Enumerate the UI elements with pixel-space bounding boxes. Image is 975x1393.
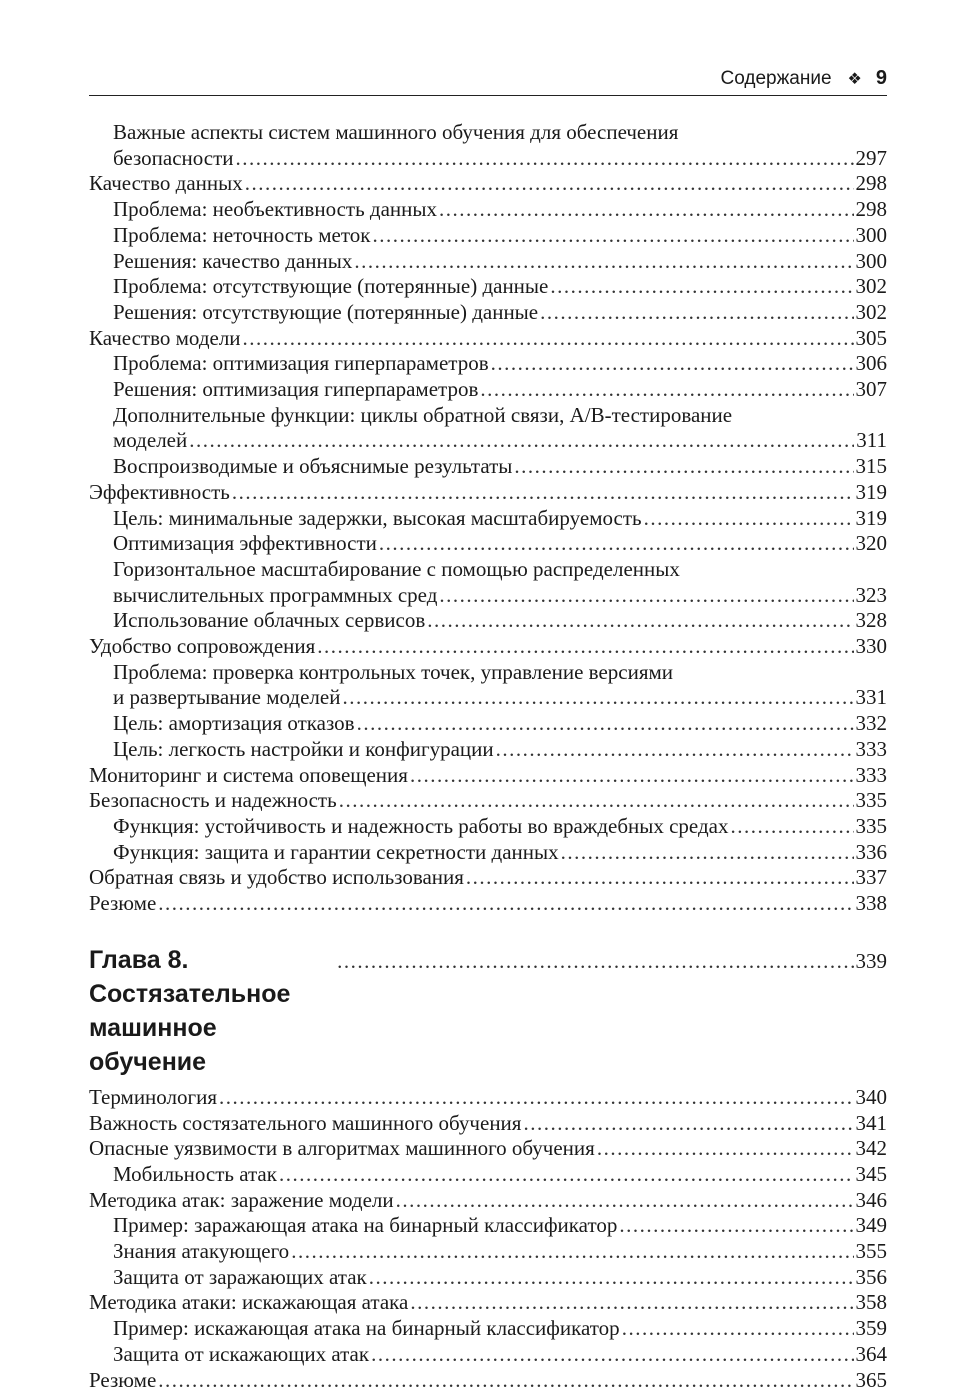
toc-entry[interactable] bbox=[89, 1342, 887, 1368]
toc-entry-title: Защита от заражающих атак bbox=[113, 1264, 367, 1289]
toc-entry[interactable] bbox=[89, 711, 887, 737]
toc-entry-row bbox=[89, 480, 887, 506]
dot-leader bbox=[514, 454, 853, 480]
toc-entry-page: 338 bbox=[855, 891, 887, 916]
dot-leader bbox=[550, 274, 853, 300]
toc-entry-row bbox=[113, 274, 887, 300]
toc-entry-title: Резюме bbox=[89, 1367, 157, 1392]
toc-entry-title: и развертывание моделей bbox=[113, 685, 341, 710]
dot-leader bbox=[561, 840, 854, 866]
toc-entry-row bbox=[113, 1342, 887, 1368]
toc-entry-title: Использование облачных сервисов bbox=[113, 608, 426, 633]
toc-entry-row bbox=[89, 1111, 887, 1137]
dot-leader bbox=[396, 1188, 854, 1214]
toc-entry-title-line1: Проблема: проверка контрольных точек, управление версиями bbox=[113, 659, 674, 684]
toc-entry-page: 356 bbox=[855, 1264, 887, 1289]
dot-leader bbox=[379, 531, 854, 557]
toc-entry-page: 364 bbox=[855, 1341, 887, 1366]
toc-entry-row bbox=[113, 197, 887, 223]
dot-leader bbox=[339, 788, 854, 814]
toc-entry-page: 333 bbox=[855, 762, 887, 787]
toc-entry[interactable] bbox=[89, 1316, 887, 1342]
toc-entry-page: 300 bbox=[855, 222, 887, 247]
toc-entry-title: Качество модели bbox=[89, 325, 241, 350]
toc-entry-title: Мобильность атак bbox=[113, 1161, 277, 1186]
toc-entry[interactable] bbox=[89, 326, 887, 352]
toc-entry-title: Удобство сопровождения bbox=[89, 634, 316, 659]
toc-entry-page: 330 bbox=[855, 634, 887, 659]
toc-entry-row bbox=[113, 377, 887, 403]
diamond-icon: ❖ bbox=[847, 70, 862, 88]
toc-entry-row bbox=[113, 1316, 887, 1342]
toc-entry[interactable] bbox=[89, 634, 887, 660]
dot-leader bbox=[480, 377, 853, 403]
toc-entry-title: Цель: легкость настройки и конфигурации bbox=[113, 736, 494, 761]
dot-leader bbox=[232, 480, 854, 506]
toc-entry[interactable] bbox=[89, 531, 887, 557]
toc-entry-page: 319 bbox=[855, 479, 887, 504]
toc-entry-title: Проблема: оптимизация гиперпараметров bbox=[113, 351, 489, 376]
toc-entry-row bbox=[113, 428, 887, 454]
toc-entry-title: Проблема: отсутствующие (потерянные) данные bbox=[113, 274, 549, 299]
toc-entry-page: 302 bbox=[855, 274, 887, 299]
toc-entry-page: 349 bbox=[855, 1213, 887, 1238]
toc-entry-page: 335 bbox=[855, 788, 887, 813]
toc-entry-title: моделей bbox=[113, 428, 188, 453]
dot-leader bbox=[372, 223, 853, 249]
dot-leader bbox=[496, 737, 854, 763]
toc-entry-page: 341 bbox=[855, 1110, 887, 1135]
dot-leader bbox=[619, 1213, 853, 1239]
toc-section-chapter7 bbox=[89, 120, 887, 917]
toc-entry-row bbox=[113, 223, 887, 249]
toc-entry-page: 305 bbox=[855, 325, 887, 350]
toc-entry-row bbox=[113, 454, 887, 480]
toc-entry[interactable] bbox=[89, 1213, 887, 1239]
dot-leader bbox=[357, 711, 854, 737]
toc-entry-row bbox=[89, 171, 887, 197]
toc-entry[interactable] bbox=[89, 1368, 887, 1393]
toc-entry-page: 307 bbox=[855, 377, 887, 402]
toc-entry[interactable] bbox=[89, 480, 887, 506]
toc-entry[interactable] bbox=[89, 788, 887, 814]
toc-entry-title: Проблема: необъективность данных bbox=[113, 197, 438, 222]
toc-entry-title: Качество данных bbox=[89, 171, 243, 196]
dot-leader bbox=[439, 197, 853, 223]
dot-leader bbox=[491, 351, 854, 377]
toc-entry-page: 298 bbox=[855, 171, 887, 196]
table-of-contents bbox=[89, 120, 887, 1393]
toc-entry-row bbox=[113, 146, 887, 172]
toc-entry-title: Решения: отсутствующие (потерянные) данные bbox=[113, 299, 539, 324]
toc-entry-row bbox=[89, 1085, 887, 1111]
toc-entry[interactable] bbox=[89, 1188, 887, 1214]
toc-entry-row bbox=[113, 737, 887, 763]
toc-entry[interactable] bbox=[89, 608, 887, 634]
toc-entry-row bbox=[89, 1290, 887, 1316]
toc-entry[interactable] bbox=[89, 351, 887, 377]
toc-entry[interactable] bbox=[89, 377, 887, 403]
toc-entry-title: Защита от искажающих атак bbox=[113, 1341, 370, 1366]
toc-entry-row bbox=[113, 1213, 887, 1239]
toc-entry-title: Мониторинг и система оповещения bbox=[89, 762, 408, 787]
dot-leader bbox=[158, 1368, 853, 1393]
dot-leader bbox=[342, 685, 853, 711]
toc-entry-row bbox=[89, 634, 887, 660]
toc-entry-page: 342 bbox=[855, 1136, 887, 1161]
toc-entry[interactable] bbox=[89, 300, 887, 326]
toc-entry-page: 346 bbox=[855, 1187, 887, 1212]
toc-entry-row bbox=[113, 1265, 887, 1291]
dot-leader bbox=[219, 1085, 853, 1111]
toc-entry[interactable] bbox=[89, 1162, 887, 1188]
dot-leader bbox=[622, 1316, 854, 1342]
dot-leader bbox=[427, 608, 853, 634]
toc-entry-row bbox=[89, 1188, 887, 1214]
toc-entry[interactable] bbox=[89, 1111, 887, 1137]
dot-leader bbox=[371, 1342, 853, 1368]
toc-entry-title: Цель: минимальные задержки, высокая масштабируемость bbox=[113, 505, 642, 530]
toc-entry-page: 358 bbox=[855, 1290, 887, 1315]
toc-entry[interactable] bbox=[89, 274, 887, 300]
toc-entry[interactable] bbox=[89, 120, 887, 171]
toc-entry-title: Опасные уязвимости в алгоритмах машинного обучения bbox=[89, 1136, 595, 1161]
dot-leader bbox=[439, 583, 853, 609]
toc-entry-title: Методика атаки: искажающая атака bbox=[89, 1290, 409, 1315]
dot-leader bbox=[245, 171, 854, 197]
toc-entry-row bbox=[113, 583, 887, 609]
toc-entry-row bbox=[113, 300, 887, 326]
toc-entry[interactable] bbox=[89, 660, 887, 711]
toc-entry-title: Оптимизация эффективности bbox=[113, 531, 377, 556]
toc-entry-row bbox=[113, 840, 887, 866]
toc-entry-page: 298 bbox=[855, 197, 887, 222]
toc-entry[interactable] bbox=[89, 223, 887, 249]
toc-entry[interactable] bbox=[89, 865, 887, 891]
dot-leader bbox=[410, 1290, 853, 1316]
toc-entry-title: Пример: заражающая атака на бинарный классификатор bbox=[113, 1213, 618, 1238]
dot-leader bbox=[279, 1162, 854, 1188]
toc-entry-title: Цель: амортизация отказов bbox=[113, 711, 355, 736]
toc-entry-title: Решения: качество данных bbox=[113, 248, 353, 273]
toc-entry[interactable] bbox=[89, 403, 887, 454]
toc-entry-page: 340 bbox=[855, 1084, 887, 1109]
toc-entry-page: 331 bbox=[855, 685, 887, 710]
toc-entry-title-line1: Горизонтальное масштабирование с помощью распределенных bbox=[113, 556, 680, 581]
chapter-heading[interactable] bbox=[89, 943, 887, 1079]
toc-entry-page: 315 bbox=[855, 454, 887, 479]
toc-entry-row bbox=[113, 711, 887, 737]
toc-entry-title: Проблема: неточность меток bbox=[113, 222, 371, 247]
toc-entry-row bbox=[113, 814, 887, 840]
toc-section-chapter8 bbox=[89, 1085, 887, 1393]
toc-entry-row bbox=[113, 506, 887, 532]
dot-leader bbox=[523, 1111, 853, 1137]
toc-entry[interactable] bbox=[89, 1136, 887, 1162]
toc-entry-title: Важность состязательного машинного обучения bbox=[89, 1110, 522, 1135]
toc-entry-row bbox=[89, 788, 887, 814]
dot-leader bbox=[291, 1239, 853, 1265]
toc-entry-title: Эффективность bbox=[89, 479, 230, 504]
toc-entry[interactable] bbox=[89, 763, 887, 789]
toc-entry[interactable] bbox=[89, 197, 887, 223]
toc-entry-title: Функция: защита и гарантии секретности данных bbox=[113, 839, 559, 864]
dot-leader bbox=[730, 814, 853, 840]
toc-entry-page: 300 bbox=[855, 248, 887, 273]
toc-entry-row bbox=[89, 1368, 887, 1393]
toc-entry-title: безопасности bbox=[113, 145, 234, 170]
toc-entry-page: 328 bbox=[855, 608, 887, 633]
toc-entry-page: 332 bbox=[855, 711, 887, 736]
toc-entry-page: 323 bbox=[855, 582, 887, 607]
dot-leader bbox=[597, 1136, 854, 1162]
toc-entry-title: Методика атак: заражение модели bbox=[89, 1187, 394, 1212]
dot-leader bbox=[369, 1265, 854, 1291]
toc-entry-row bbox=[113, 1239, 887, 1265]
toc-entry-page: 311 bbox=[856, 428, 887, 453]
toc-entry-row bbox=[89, 865, 887, 891]
dot-leader bbox=[644, 506, 854, 532]
toc-entry-page: 335 bbox=[855, 813, 887, 838]
dot-leader bbox=[354, 249, 853, 275]
section-title: Содержание bbox=[720, 67, 832, 89]
dot-leader bbox=[236, 146, 854, 172]
toc-entry-page: 297 bbox=[855, 145, 887, 170]
toc-entry[interactable] bbox=[89, 249, 887, 275]
toc-entry[interactable] bbox=[89, 171, 887, 197]
dot-leader bbox=[410, 763, 854, 789]
toc-entry[interactable] bbox=[89, 814, 887, 840]
toc-entry[interactable] bbox=[89, 557, 887, 608]
toc-entry[interactable] bbox=[89, 1239, 887, 1265]
toc-entry-row bbox=[113, 1162, 887, 1188]
dot-leader bbox=[189, 428, 854, 454]
toc-entry-row bbox=[113, 685, 887, 711]
dot-leader bbox=[466, 865, 854, 891]
toc-entry-page: 306 bbox=[855, 351, 887, 376]
toc-entry-title: Безопасность и надежность bbox=[89, 788, 337, 813]
toc-entry[interactable] bbox=[89, 506, 887, 532]
toc-entry-page: 302 bbox=[855, 299, 887, 324]
toc-entry-row bbox=[113, 531, 887, 557]
dot-leader bbox=[540, 300, 853, 326]
toc-entry-row bbox=[89, 326, 887, 352]
toc-entry-page: 345 bbox=[855, 1161, 887, 1186]
toc-entry[interactable] bbox=[89, 840, 887, 866]
toc-entry-title: Знания атакующего bbox=[113, 1239, 290, 1264]
toc-entry-row bbox=[89, 763, 887, 789]
toc-entry-title-line1: Важные аспекты систем машинного обучения для обеспечения bbox=[113, 120, 679, 144]
running-header bbox=[89, 64, 887, 96]
toc-entry-title: Функция: устойчивость и надежность работы во враждебных средах bbox=[113, 813, 729, 838]
toc-entry-page: 359 bbox=[855, 1316, 887, 1341]
toc-entry-title: Обратная связь и удобство использования bbox=[89, 865, 464, 890]
toc-entry[interactable] bbox=[89, 1265, 887, 1291]
toc-entry-page: 333 bbox=[855, 736, 887, 761]
toc-entry-row bbox=[89, 1136, 887, 1162]
toc-entry-title: Резюме bbox=[89, 891, 157, 916]
dot-leader bbox=[317, 634, 853, 660]
toc-entry-row bbox=[113, 249, 887, 275]
dot-leader bbox=[337, 944, 853, 978]
toc-entry-title: вычислительных программных сред bbox=[113, 582, 438, 607]
toc-entry-page: 365 bbox=[855, 1367, 887, 1392]
toc-entry-title: Решения: оптимизация гиперпараметров bbox=[113, 377, 479, 402]
toc-entry-title: Пример: искажающая атака на бинарный классификатор bbox=[113, 1316, 620, 1341]
toc-entry-page: 319 bbox=[855, 505, 887, 530]
toc-entry[interactable] bbox=[89, 1085, 887, 1111]
toc-entry[interactable] bbox=[89, 1290, 887, 1316]
chapter-page: 339 bbox=[855, 948, 887, 973]
page-number: 9 bbox=[875, 67, 887, 89]
toc-entry[interactable] bbox=[89, 454, 887, 480]
toc-entry-page: 355 bbox=[855, 1239, 887, 1264]
chapter-title: Глава 8. Состязательное машинное обучение bbox=[89, 945, 291, 1076]
toc-entry-title: Терминология bbox=[89, 1084, 218, 1109]
dot-leader bbox=[243, 326, 854, 352]
toc-entry-page: 337 bbox=[855, 865, 887, 890]
toc-entry-page: 336 bbox=[855, 839, 887, 864]
toc-entry-title-line1: Дополнительные функции: циклы обратной связи, A/B-тестирование bbox=[113, 402, 733, 427]
dot-leader bbox=[158, 891, 853, 917]
toc-entry-row bbox=[89, 891, 887, 917]
toc-entry-row bbox=[113, 351, 887, 377]
toc-entry-row bbox=[113, 608, 887, 634]
toc-entry[interactable] bbox=[89, 891, 887, 917]
toc-entry-page: 320 bbox=[855, 531, 887, 556]
toc-entry[interactable] bbox=[89, 737, 887, 763]
toc-entry-title: Воспроизводимые и объяснимые результаты bbox=[113, 454, 513, 479]
